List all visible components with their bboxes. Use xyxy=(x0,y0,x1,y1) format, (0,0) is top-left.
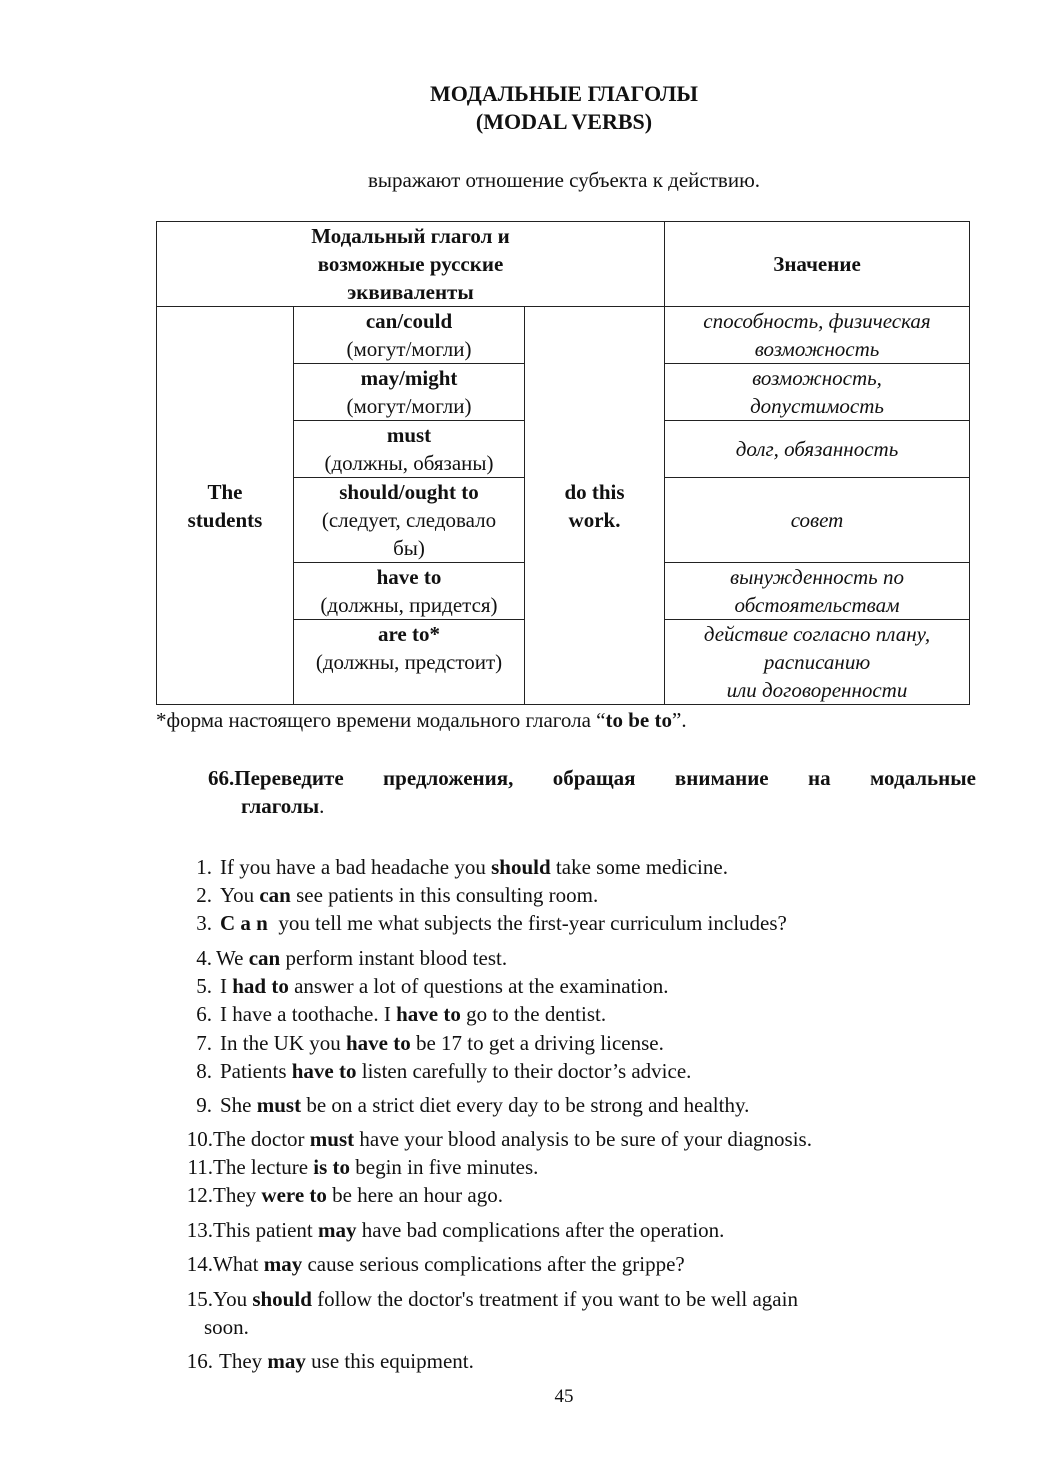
exercise-heading: 66.Переведите предложения, обращая внимание на модальные глаголы. xyxy=(208,766,976,818)
modal-verbs-table xyxy=(156,221,970,705)
list-item: 4. We can perform instant blood test. xyxy=(196,946,508,970)
list-item: 7. In the UK you have to be 17 to get a driving license. xyxy=(196,1031,664,1055)
exercise-number: 66. xyxy=(208,766,235,790)
list-item: 15.You should follow the doctor's treatment if you want to be well again xyxy=(186,1287,798,1311)
page-title-english: (MODAL VERBS) xyxy=(475,109,653,134)
list-item: 9. She must be on a strict diet every day to be strong and healthy. xyxy=(196,1093,750,1117)
predicate-cell: do this work. xyxy=(525,307,665,705)
list-item: 3. C a n you tell me what subjects the first-year curriculum includes? xyxy=(196,911,787,935)
verb-cell: can/could (могут/могли) xyxy=(294,307,525,364)
verb-cell: have to (должны, придется) xyxy=(294,563,525,620)
list-item: 14.What may cause serious complications after the grippe? xyxy=(186,1252,685,1276)
list-item: 10.The doctor must have your blood analysis to be sure of your diagnosis. xyxy=(186,1127,812,1151)
list-item: 1. If you have a bad headache you should take some medicine. xyxy=(196,855,728,879)
list-item: 13.This patient may have bad complications after the operation. xyxy=(186,1218,725,1242)
table-header-row xyxy=(157,222,970,307)
header-meaning: Значение xyxy=(665,222,970,307)
list-item: 6. I have a toothache. I have to go to the dentist. xyxy=(196,1002,607,1026)
list-item: 12.They were to be here an hour ago. xyxy=(186,1183,503,1207)
meaning-cell: вынужденность по обстоятельствам xyxy=(665,563,970,620)
table-row xyxy=(157,307,970,364)
meaning-cell: действие согласно плану, расписанию или договоренности xyxy=(665,620,970,705)
page-title: МОДАЛЬНЫЕ ГЛАГОЛЫ xyxy=(429,81,699,106)
verb-cell: must (должны, обязаны) xyxy=(294,421,525,478)
list-item: 2. You can see patients in this consulting room. xyxy=(196,883,599,907)
verb-cell: are to* (должны, предстоит) xyxy=(294,620,525,705)
page-number: 45 xyxy=(554,1386,574,1407)
meaning-cell: долг, обязанность xyxy=(665,421,970,478)
list-item: 11.The lecture is to begin in five minutes. xyxy=(187,1155,539,1179)
meaning-cell: способность, физическая возможность xyxy=(665,307,970,364)
subject-cell: The students xyxy=(157,307,294,705)
list-item: 8. Patients have to listen carefully to their doctor’s advice. xyxy=(196,1059,692,1083)
list-item: 5. I had to answer a lot of questions at the examination. xyxy=(196,974,669,998)
header-modal-verb: Модальный глагол и возможные русские эквиваленты xyxy=(157,222,665,307)
meaning-cell: возможность, допустимость xyxy=(665,364,970,421)
table-footnote: *форма настоящего времени модального глагола “to be to”. xyxy=(156,708,687,732)
list-item: soon. xyxy=(204,1315,249,1339)
list-item: 16. They may use this equipment. xyxy=(186,1349,474,1373)
page-subtitle: выражают отношение субъекта к действию. xyxy=(367,168,761,192)
meaning-cell: совет xyxy=(665,478,970,563)
verb-cell: should/ought to (следует, следовало бы) xyxy=(294,478,525,563)
verb-cell: may/might (могут/могли) xyxy=(294,364,525,421)
